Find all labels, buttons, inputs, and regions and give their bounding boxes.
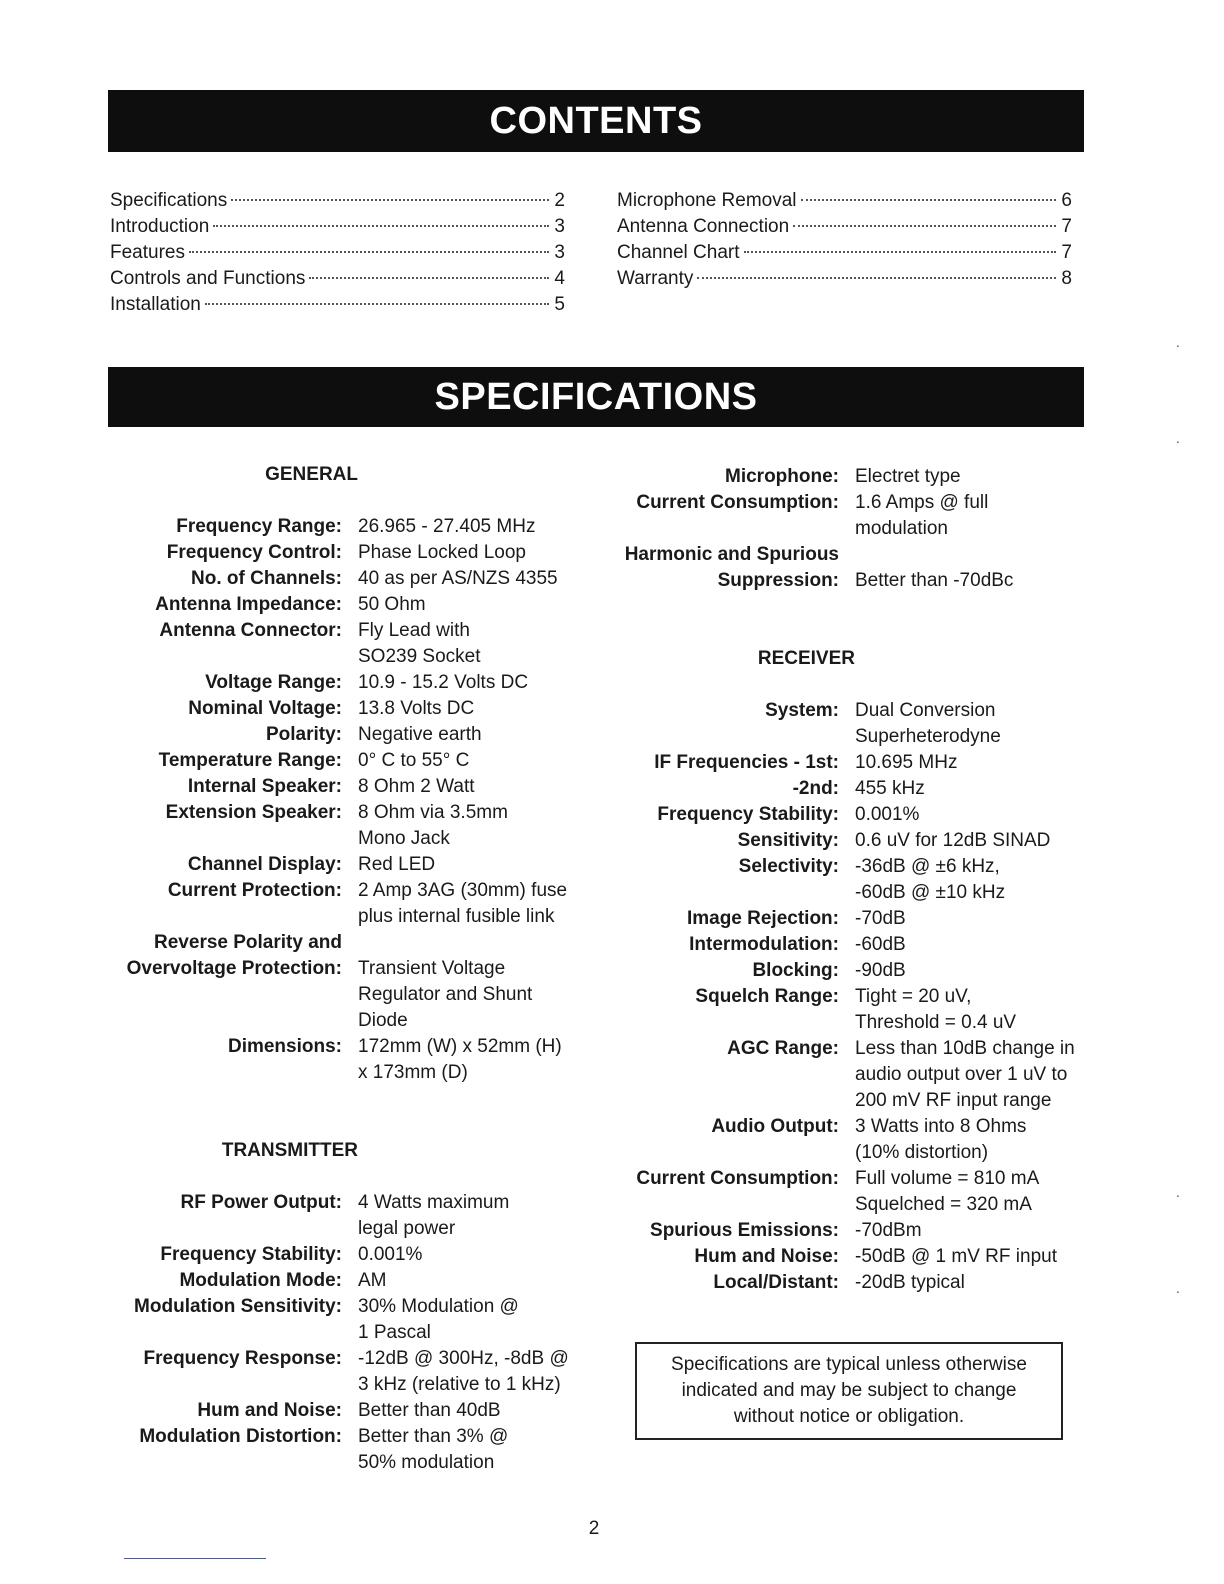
spec-value-line: 0.6 uV for 12dB SINAD: [855, 830, 1051, 851]
spec-row: [600, 1114, 1075, 1166]
note-line: Specifications are typical unless otherwise: [671, 1354, 1027, 1375]
spec-value: [358, 1242, 422, 1268]
spec-row: [100, 722, 569, 748]
toc-entry: [110, 266, 565, 292]
spec-value: [855, 750, 957, 776]
contents-heading: CONTENTS: [108, 90, 1084, 152]
toc-entry: [110, 188, 565, 214]
spec-label-line: Voltage Range:: [205, 672, 342, 693]
spec-label-line: Dimensions:: [227, 1036, 342, 1057]
toc-entry: [110, 240, 565, 266]
spec-label-line: Antenna Connector:: [159, 620, 342, 641]
toc-entry-title: Microphone Removal: [617, 190, 797, 211]
spec-value: [855, 464, 961, 490]
spec-value: [358, 722, 482, 748]
spec-value-line: Full volume = 810 mA: [855, 1168, 1040, 1189]
toc-entry-page: 8: [1061, 268, 1072, 289]
spec-value: [855, 1218, 922, 1244]
spec-label-line: Channel Display:: [187, 854, 342, 875]
spec-label-line: RF Power Output:: [180, 1192, 342, 1213]
spec-label-line: Selectivity:: [738, 856, 839, 877]
spec-value-line: 0° C to 55° C: [358, 750, 470, 771]
spec-value-line: Better than 3% @: [358, 1426, 509, 1447]
spec-label: [100, 514, 358, 540]
toc-entry: [617, 240, 1072, 266]
spec-row: [100, 566, 569, 592]
spec-row: [100, 800, 569, 852]
spec-label-line: Harmonic and Spurious: [624, 544, 839, 565]
spec-value-line: Tight = 20 uV,: [855, 986, 972, 1007]
spec-row: [100, 1268, 569, 1294]
spec-row: [100, 618, 569, 670]
toc-leader-dots: [189, 251, 549, 253]
spec-label-line: Spurious Emissions:: [650, 1220, 839, 1241]
spec-row: [600, 1218, 1075, 1244]
spec-value-line: -20dB typical: [855, 1272, 965, 1293]
spec-value-line: 1 Pascal: [358, 1322, 431, 1343]
spec-value-line: 8 Ohm 2 Watt: [358, 776, 475, 797]
spec-value: [855, 1036, 1075, 1114]
spec-row: [600, 1244, 1075, 1270]
spec-row: [600, 776, 1075, 802]
spec-value-line: legal power: [358, 1218, 456, 1239]
spec-label: [600, 1270, 855, 1296]
spec-value-line: 0.001%: [358, 1244, 423, 1265]
note-line: without notice or obligation.: [733, 1406, 965, 1427]
spec-value: [358, 514, 535, 540]
spec-value: [358, 1398, 501, 1424]
spec-value-line: -12dB @ 300Hz, -8dB @: [358, 1348, 569, 1369]
spec-label-line: IF Frequencies - 1st:: [654, 752, 839, 773]
toc-entry-title: Features: [110, 242, 185, 263]
spec-label: [100, 748, 358, 774]
spec-row: [100, 930, 569, 1034]
spec-label: [100, 540, 358, 566]
spec-value-line: 3 kHz (relative to 1 kHz): [358, 1374, 561, 1395]
spec-value: [855, 828, 1050, 854]
spec-row: [600, 1270, 1075, 1296]
spec-label: [100, 618, 358, 670]
spec-label: [100, 774, 358, 800]
spec-row: [600, 906, 1075, 932]
toc-leader-dots: [744, 251, 1056, 253]
spec-label-line: Microphone:: [725, 466, 839, 487]
spec-value-line: 200 mV RF input range: [855, 1090, 1052, 1111]
spec-value: [855, 906, 906, 932]
toc-leader-dots: [205, 303, 549, 305]
spec-value-line: Mono Jack: [358, 828, 450, 849]
spec-label-line: Audio Output:: [711, 1116, 839, 1137]
toc-entry-page: 7: [1061, 242, 1072, 263]
spec-row: [600, 490, 1075, 542]
spec-label: [100, 1268, 358, 1294]
spec-value-line: Fly Lead with: [358, 620, 470, 641]
spec-value-line: Regulator and Shunt: [358, 984, 533, 1005]
spec-label: [600, 1218, 855, 1244]
spec-row: [600, 1166, 1075, 1218]
spec-label: [600, 1036, 855, 1114]
spec-label-line: Squelch Range:: [695, 986, 839, 1007]
spec-label: [600, 1244, 855, 1270]
spec-value: [358, 1424, 508, 1476]
specs-right-column: [600, 464, 1075, 1296]
receiver-spec-list: [600, 698, 1075, 1296]
spec-label: [100, 852, 358, 878]
spec-value-line: 50 Ohm: [358, 594, 426, 615]
toc-entry: [617, 188, 1072, 214]
spec-value-line: 40 as per AS/NZS 4355: [358, 568, 558, 589]
spec-label-line: -2nd:: [792, 778, 839, 799]
spec-value: [358, 774, 475, 800]
transmitter-heading: TRANSMITTER: [221, 1140, 358, 1161]
spec-label: [100, 566, 358, 592]
spec-value-line: [855, 542, 1013, 568]
spec-label: [100, 1190, 358, 1242]
spec-value-line: Threshold = 0.4 uV: [855, 1012, 1017, 1033]
spec-label-line: Hum and Noise:: [197, 1400, 342, 1421]
spec-value: [358, 930, 532, 1034]
spec-value: [855, 854, 1005, 906]
toc-leader-dots: [213, 225, 549, 227]
spec-value-line: -70dB: [855, 908, 906, 929]
spec-label-line: System:: [765, 700, 839, 721]
toc-entry-title: Controls and Functions: [110, 268, 306, 289]
spec-label: [600, 1114, 855, 1166]
spec-label: [600, 854, 855, 906]
spec-row: [600, 958, 1075, 984]
spec-label: [100, 878, 358, 930]
spec-row: [600, 750, 1075, 776]
spec-value: [855, 698, 1001, 750]
spec-label: [600, 906, 855, 932]
spec-value-line: 50% modulation: [358, 1452, 495, 1473]
spec-value: [358, 1294, 519, 1346]
spec-label-line: Intermodulation:: [689, 934, 839, 955]
spec-label-line: Blocking:: [752, 960, 839, 981]
spec-label-line: Frequency Stability:: [160, 1244, 342, 1265]
spec-label: [100, 1294, 358, 1346]
spec-label: [600, 698, 855, 750]
spec-label-line: Polarity:: [265, 724, 342, 745]
toc-leader-dots: [231, 199, 549, 201]
toc-entry: [110, 214, 565, 240]
spec-label-line: Sensitivity:: [737, 830, 839, 851]
spec-row: [100, 1424, 569, 1476]
spec-label-line: Hum and Noise:: [694, 1246, 839, 1267]
spec-value-line: Dual Conversion: [855, 700, 996, 721]
specifications-heading: SPECIFICATIONS: [108, 367, 1084, 427]
toc-entry-page: 7: [1061, 216, 1072, 237]
spec-label-line: Frequency Response:: [143, 1348, 342, 1369]
spec-label-line: Frequency Range:: [176, 516, 342, 537]
spec-label: [600, 464, 855, 490]
spec-label: [100, 1242, 358, 1268]
spec-value: [358, 878, 567, 930]
spec-label-line: Nominal Voltage:: [188, 698, 342, 719]
spec-value: [855, 1244, 1057, 1270]
spec-value: [855, 802, 919, 828]
spec-value-line: 2 Amp 3AG (30mm) fuse: [358, 880, 568, 901]
spec-label: [600, 750, 855, 776]
spec-value-line: Diode: [358, 1010, 408, 1031]
spec-label-line: Temperature Range:: [158, 750, 342, 771]
spec-value: [855, 542, 1013, 594]
spec-value-line: plus internal fusible link: [358, 906, 555, 927]
spec-value-line: modulation: [855, 518, 948, 539]
spec-label-line: Overvoltage Protection:: [126, 958, 342, 979]
spec-label: [600, 776, 855, 802]
spec-row: [600, 984, 1075, 1036]
toc-entry: [110, 292, 565, 318]
spec-label-line: Reverse Polarity and: [154, 932, 342, 953]
scan-speck: ‧: [1176, 1190, 1180, 1204]
spec-value: [358, 696, 474, 722]
toc-entry-title: Installation: [110, 294, 201, 315]
toc-entry-page: 5: [554, 294, 565, 315]
spec-label: [600, 984, 855, 1036]
spec-label: [100, 592, 358, 618]
spec-row: [100, 514, 569, 540]
footer-rule: [124, 1558, 266, 1559]
spec-row: [100, 592, 569, 618]
spec-label-line: No. of Channels:: [191, 568, 342, 589]
spec-value: [358, 1268, 387, 1294]
spec-value-line: -36dB @ ±6 kHz,: [855, 856, 1000, 877]
spec-value-line: x 173mm (D): [358, 1062, 468, 1083]
toc-entry: [617, 214, 1072, 240]
spec-label: [100, 670, 358, 696]
spec-value-line: 10.695 MHz: [855, 752, 958, 773]
spec-value: [358, 800, 508, 852]
toc-entry-title: Specifications: [110, 190, 228, 211]
spec-value-line: 455 kHz: [855, 778, 925, 799]
spec-label: [100, 696, 358, 722]
spec-label-line: Current Consumption:: [636, 1168, 839, 1189]
spec-label-line: Antenna Impedance:: [155, 594, 342, 615]
spec-value-line: -60dB @ ±10 kHz: [855, 882, 1006, 903]
spec-value-line: 172mm (W) x 52mm (H): [358, 1036, 562, 1057]
spec-label-line: Image Rejection:: [686, 908, 839, 929]
spec-value: [855, 1166, 1039, 1218]
spec-label: [600, 802, 855, 828]
spec-row: [100, 1242, 569, 1268]
spec-value-line: 0.001%: [855, 804, 920, 825]
spec-row: [100, 852, 569, 878]
spec-label-line: Current Protection:: [167, 880, 342, 901]
spec-label: [100, 800, 358, 852]
toc-entry-page: 4: [554, 268, 565, 289]
spec-row: [600, 698, 1075, 750]
spec-value: [855, 490, 988, 542]
spec-value: [855, 1114, 1026, 1166]
spec-label: [100, 930, 358, 1034]
spec-value-line: Transient Voltage: [358, 958, 506, 979]
spec-value: [358, 618, 481, 670]
spec-value: [358, 670, 528, 696]
spec-value-line: Superheterodyne: [855, 726, 1001, 747]
transmitter-cont-spec-list: [600, 464, 1075, 594]
spec-label-line: Internal Speaker:: [187, 776, 342, 797]
spec-value-line: Better than -70dBc: [855, 570, 1014, 591]
spec-label-line: Modulation Mode:: [179, 1270, 342, 1291]
spec-label-line: Frequency Stability:: [657, 804, 839, 825]
spec-label: [600, 542, 855, 594]
spec-value: [358, 1034, 562, 1086]
toc-leader-dots: [697, 277, 1056, 279]
scan-speck: ‧: [1176, 1286, 1180, 1300]
spec-label: [100, 1346, 358, 1398]
toc-entry: [617, 266, 1072, 292]
toc-left-column: [110, 188, 565, 318]
spec-value: [855, 958, 906, 984]
spec-row: [100, 696, 569, 722]
spec-row: [100, 1034, 569, 1086]
spec-label-line: Current Consumption:: [636, 492, 839, 513]
spec-label: [100, 1424, 358, 1476]
spec-value-line: -90dB: [855, 960, 906, 981]
spec-row: [600, 802, 1075, 828]
spec-value-line: 26.965 - 27.405 MHz: [358, 516, 536, 537]
spec-label-line: Modulation Sensitivity:: [134, 1296, 342, 1317]
toc-leader-dots: [309, 277, 549, 279]
spec-label: [600, 490, 855, 542]
spec-label: [600, 958, 855, 984]
general-spec-list: [100, 514, 569, 1086]
spec-row: [100, 1398, 569, 1424]
spec-value-line: Less than 10dB change in: [855, 1038, 1075, 1059]
spec-value: [358, 852, 435, 878]
spec-value-line: Negative earth: [358, 724, 482, 745]
toc-entry-page: 3: [554, 216, 565, 237]
page-number: 2: [588, 1518, 600, 1539]
spec-row: [600, 542, 1075, 594]
spec-value-line: 4 Watts maximum: [358, 1192, 510, 1213]
spec-row: [600, 828, 1075, 854]
spec-value: [358, 1346, 569, 1398]
note-line: indicated and may be subject to change: [681, 1380, 1017, 1401]
spec-value-line: Better than 40dB: [358, 1400, 501, 1421]
toc-entry-page: 6: [1061, 190, 1072, 211]
spec-row: [100, 748, 569, 774]
spec-label-line: Local/Distant:: [713, 1272, 839, 1293]
spec-value: [358, 540, 526, 566]
spec-row: [100, 1346, 569, 1398]
spec-value-line: 30% Modulation @: [358, 1296, 519, 1317]
spec-value-line: 13.8 Volts DC: [358, 698, 475, 719]
spec-value-line: audio output over 1 uV to: [855, 1064, 1068, 1085]
spec-value-line: AM: [358, 1270, 387, 1291]
toc-leader-dots: [801, 199, 1056, 201]
spec-label-line: AGC Range:: [727, 1038, 839, 1059]
spec-label: [100, 722, 358, 748]
spec-value-line: -70dBm: [855, 1220, 922, 1241]
spec-value-line: Squelched = 320 mA: [855, 1194, 1032, 1215]
spec-value: [855, 1270, 965, 1296]
spec-row: [600, 1036, 1075, 1114]
spec-row: [100, 670, 569, 696]
spec-value-line: Electret type: [855, 466, 961, 487]
spec-value: [358, 1190, 509, 1242]
toc-right-column: [617, 188, 1072, 292]
general-heading: GENERAL: [265, 464, 358, 485]
specs-left-column: [100, 462, 569, 1476]
scan-speck: ‧: [1176, 340, 1180, 354]
receiver-heading: RECEIVER: [757, 648, 855, 669]
spec-value-line: Phase Locked Loop: [358, 542, 526, 563]
spec-value-line: Red LED: [358, 854, 436, 875]
spec-value-line: SO239 Socket: [358, 646, 481, 667]
spec-value: [855, 776, 925, 802]
spec-row: [100, 1294, 569, 1346]
toc-entry-title: Antenna Connection: [617, 216, 790, 237]
scan-speck: ‧: [1176, 436, 1180, 450]
toc-entry-page: 2: [554, 190, 565, 211]
toc-entry-title: Introduction: [110, 216, 210, 237]
spec-value: [855, 932, 906, 958]
spec-value: [358, 748, 469, 774]
spec-value-line: 10.9 - 15.2 Volts DC: [358, 672, 529, 693]
spec-label: [100, 1034, 358, 1086]
specifications-note: [635, 1342, 1063, 1440]
spec-value: [358, 566, 558, 592]
spec-value-line: (10% distortion): [855, 1142, 989, 1163]
spec-value-line: 3 Watts into 8 Ohms: [855, 1116, 1027, 1137]
toc-leader-dots: [793, 225, 1056, 227]
transmitter-spec-list: [100, 1190, 569, 1476]
spec-value-line: 1.6 Amps @ full: [855, 492, 989, 513]
spec-value-line: 8 Ohm via 3.5mm: [358, 802, 508, 823]
spec-value-line: [358, 930, 532, 956]
spec-label-line: Suppression:: [717, 570, 839, 591]
toc-entry-title: Channel Chart: [617, 242, 740, 263]
spec-value: [358, 592, 426, 618]
spec-value-line: -60dB: [855, 934, 906, 955]
spec-label: [100, 1398, 358, 1424]
spec-value-line: -50dB @ 1 mV RF input: [855, 1246, 1057, 1267]
toc-entry-title: Warranty: [617, 268, 694, 289]
toc-entry-page: 3: [554, 242, 565, 263]
spec-row: [100, 1190, 569, 1242]
spec-row: [600, 932, 1075, 958]
spec-row: [100, 878, 569, 930]
spec-row: [100, 540, 569, 566]
spec-row: [600, 464, 1075, 490]
spec-label-line: Extension Speaker:: [165, 802, 342, 823]
spec-label: [600, 932, 855, 958]
spec-value: [855, 984, 1016, 1036]
spec-label-line: Modulation Distortion:: [139, 1426, 342, 1447]
spec-label: [600, 1166, 855, 1218]
spec-row: [600, 854, 1075, 906]
spec-row: [100, 774, 569, 800]
spec-label: [600, 828, 855, 854]
spec-label-line: Frequency Control:: [166, 542, 342, 563]
